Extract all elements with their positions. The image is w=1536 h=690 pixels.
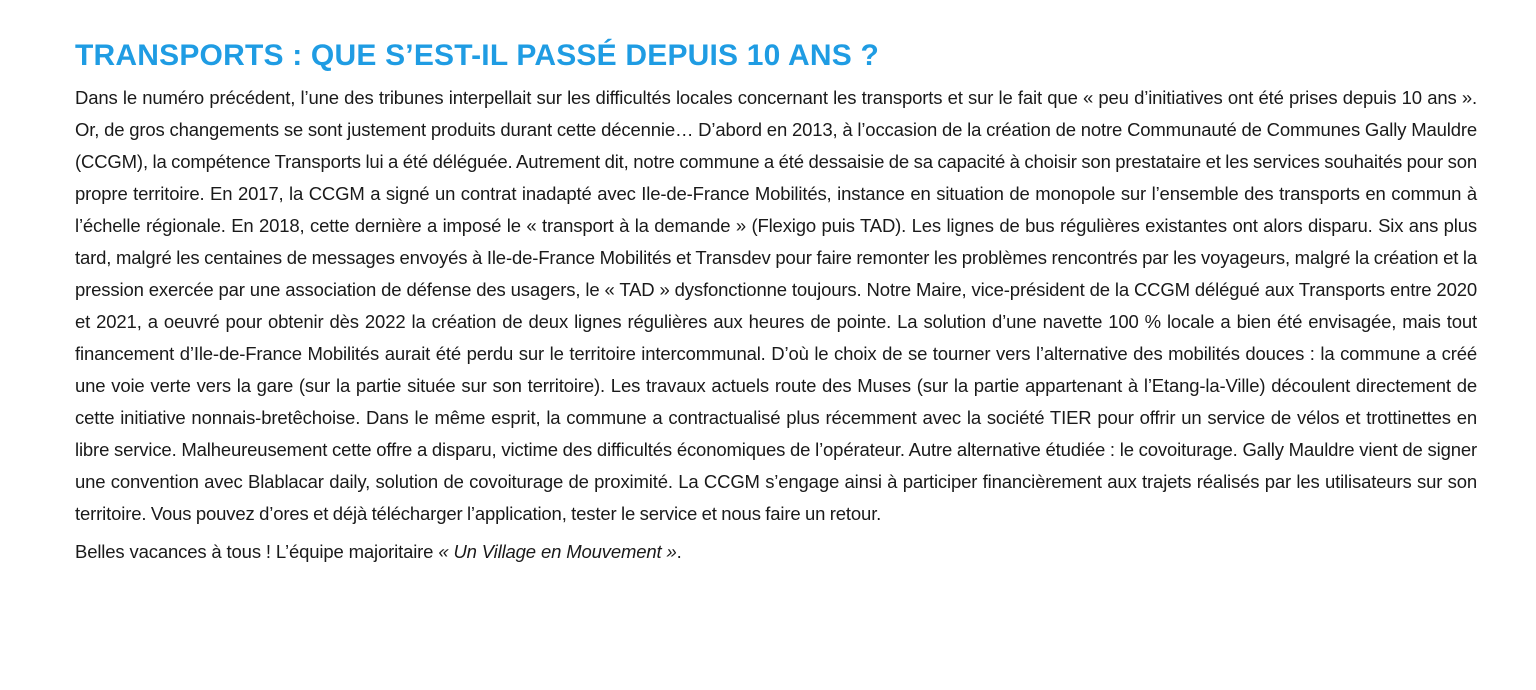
article: [75, 36, 1477, 568]
closing-line: [75, 536, 1477, 568]
closing-signature: « Un Village en Mouvement »: [438, 541, 677, 562]
closing-end: .: [676, 541, 682, 562]
article-body: Dans le numéro précédent, l’une des tribunes interpellait sur les difficultés locales concernant les transports et sur le fait que « peu d’initiatives ont été prises depuis 10 ans ». Or, de gros changements se sont justement produits durant cette décennie… D’abord en 2013, à l’occasion de la création de notre Communauté de Communes Gally Mauldre (CCGM), la compétence Transports lui a été déléguée. Autrement dit, notre commune a été dessaisie de sa capacité à choisir son prestataire et les services souhaités pour son propre territoire. En 2017, la CCGM a signé un contrat inadapté avec Ile-de-France Mobilités, instance en situation de monopole sur l’ensemble des transports en commun à l’échelle régionale. En 2018, cette dernière a imposé le « transport à la demande » (Flexigo puis TAD). Les lignes de bus régulières existantes ont alors disparu. Six ans plus tard, malgré les centaines de messages envoyés à Ile-de-France Mobilités et Transdev pour faire remonter les problèmes rencontrés par les voyageurs, malgré la création et la pression exercée par une association de défense des usagers, le « TAD » dysfonctionne toujours. Notre Maire, vice-président de la CCGM délégué aux Transports entre 2020 et 2021, a oeuvré pour obtenir dès 2022 la création de deux lignes régulières aux heures de pointe. La solution d’une navette 100 % locale a bien été envisagée, mais tout financement d’Ile-de-France Mobilités aurait été perdu sur le territoire intercommunal. D’où le choix de se tourner vers l’alternative des mobilités douces : la commune a créé une voie verte vers la gare (sur la partie située sur son territoire). Les travaux actuels route des Muses (sur la partie appartenant à l’Etang-la-Ville) découlent directement de cette initiative nonnais-bretêchoise. Dans le même esprit, la commune a contractualisé plus récemment avec la société TIER pour offrir un service de vélos et trottinettes en libre service. Malheureusement cette offre a disparu, victime des difficultés économiques de l’opérateur. Autre alternative étudiée : le covoiturage. Gally Mauldre vient de signer une convention avec Blablacar daily, solution de covoiturage de proximité. La CCGM s’engage ainsi à participer financièrement aux trajets réalisés par les utilisateurs sur son territoire. Vous pouvez d’ores et déjà télécharger l’application, tester le service et nous faire un retour.: [75, 87, 1477, 524]
article-title: TRANSPORTS : QUE S’EST-IL PASSÉ DEPUIS 10 ANS ?: [75, 39, 879, 72]
closing-text: Belles vacances à tous ! L’équipe majoritaire: [75, 541, 434, 562]
